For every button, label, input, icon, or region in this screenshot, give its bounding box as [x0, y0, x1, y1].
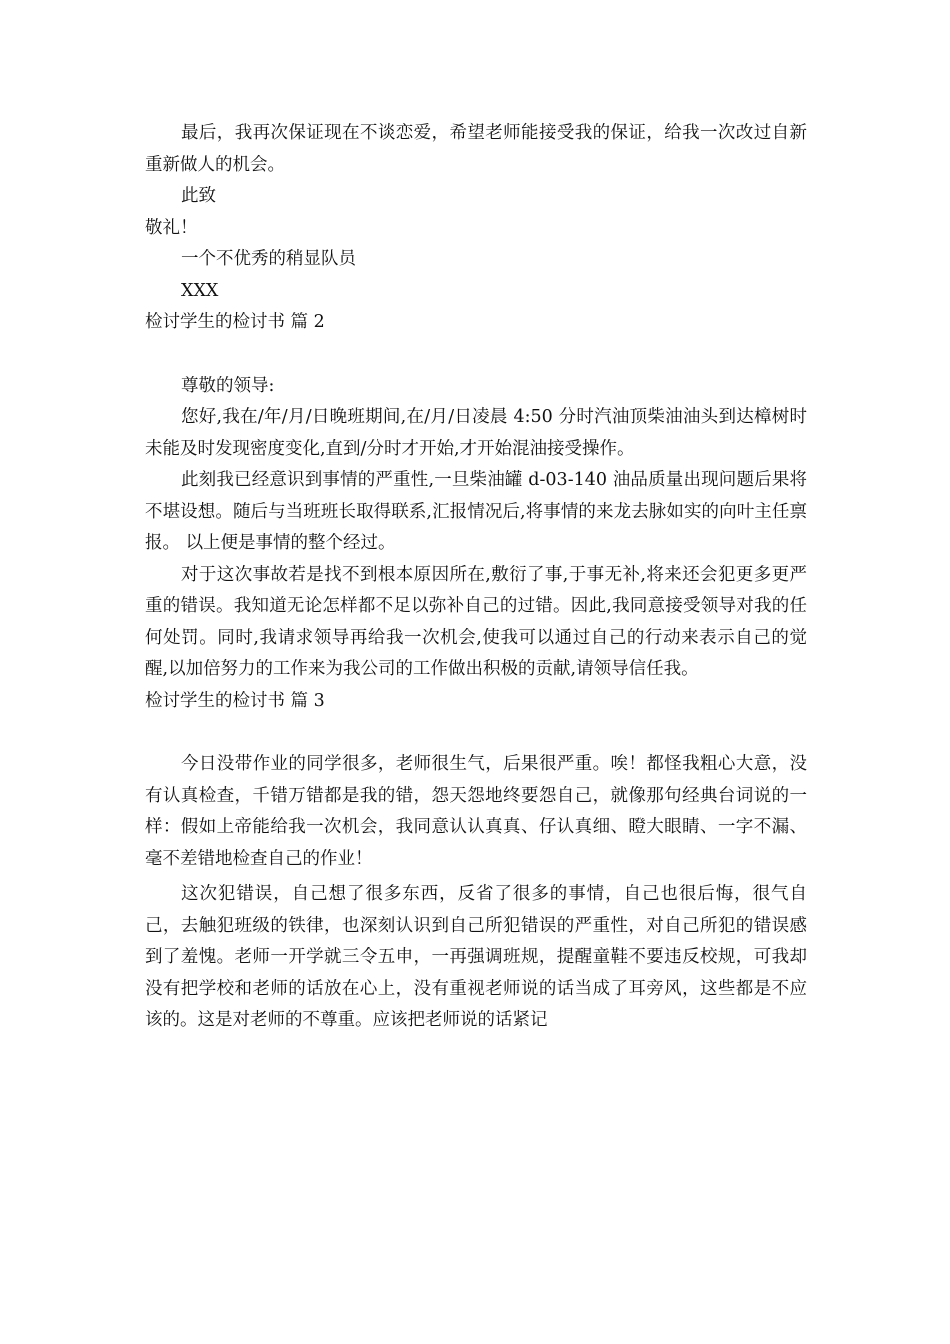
document-page: [145, 118, 807, 1037]
section-heading-2: 检讨学生的检讨书 篇 2: [145, 312, 325, 332]
regards: 敬礼！: [145, 217, 198, 238]
greeting: 尊敬的领导:: [181, 375, 275, 396]
signature: 一个不优秀的稍显队员: [181, 249, 356, 269]
paragraph: 对于这次事故若是找不到根本原因所在,敷衍了事,于事无补,将来还会犯更多更严重的错误。我知道无论怎样都不足以弥补自己的过错。因此,我同意接受领导对我的任何处罚。同时,我请求领导再给我一次机会,使我可以通过自己的行动来表示自己的觉醒,以加倍努力的工作来为我公司的工作做出积极的贡献,请领导信任我。: [145, 564, 807, 679]
section-heading-3: 检讨学生的检讨书 篇 3: [145, 690, 325, 711]
paragraph: 您好,我在/年/月/日晚班期间,在/月/日凌晨 4:50 分时汽油顶柴油油头到达樟树时未能及时发现密度变化,直到/分时才开始,才开始混油接受操作。: [145, 407, 807, 459]
spacer: [145, 339, 807, 371]
salutation-close: 此致: [181, 186, 216, 206]
paragraph: 这次犯错误，自己想了很多东西，反省了很多的事情，自己也很后悔，很气自己，去触犯班级的铁律，也深刻认识到自己所犯错误的严重性，对自己所犯的错误感到了羞愧。老师一开学就三令五申，一再强调班规，提醒童鞋不要违反校规，可我却没有把学校和老师的话放在心上，没有重视老师说的话当成了耳旁风，这些都是不应该的。这是对老师的不尊重。应该把老师说的话紧记: [145, 884, 807, 1030]
spacer: [145, 717, 807, 749]
paragraph: 今日没带作业的同学很多，老师很生气，后果很严重。唉！都怪我粗心大意，没有认真检查，千错万错都是我的错，怨天怨地终要怨自己，就像那句经典台词说的一样：假如上帝能给我一次机会，我同意认认真真、仔认真细、瞪大眼睛、一字不漏、毫不差错地检查自己的作业！: [145, 754, 807, 869]
paragraph: 此刻我已经意识到事情的严重性,一旦柴油罐 d-03-140 油品质量出现问题后果将不堪设想。随后与当班班长取得联系,汇报情况后,将事情的来龙去脉如实的向叶主任禀报。 以上便是事情的整个经过。: [145, 470, 807, 553]
closing-paragraph: 最后，我再次保证现在不谈恋爱，希望老师能接受我的保证，给我一次改过自新重新做人的机会。: [145, 123, 807, 175]
signature-name: XXX: [181, 280, 219, 301]
